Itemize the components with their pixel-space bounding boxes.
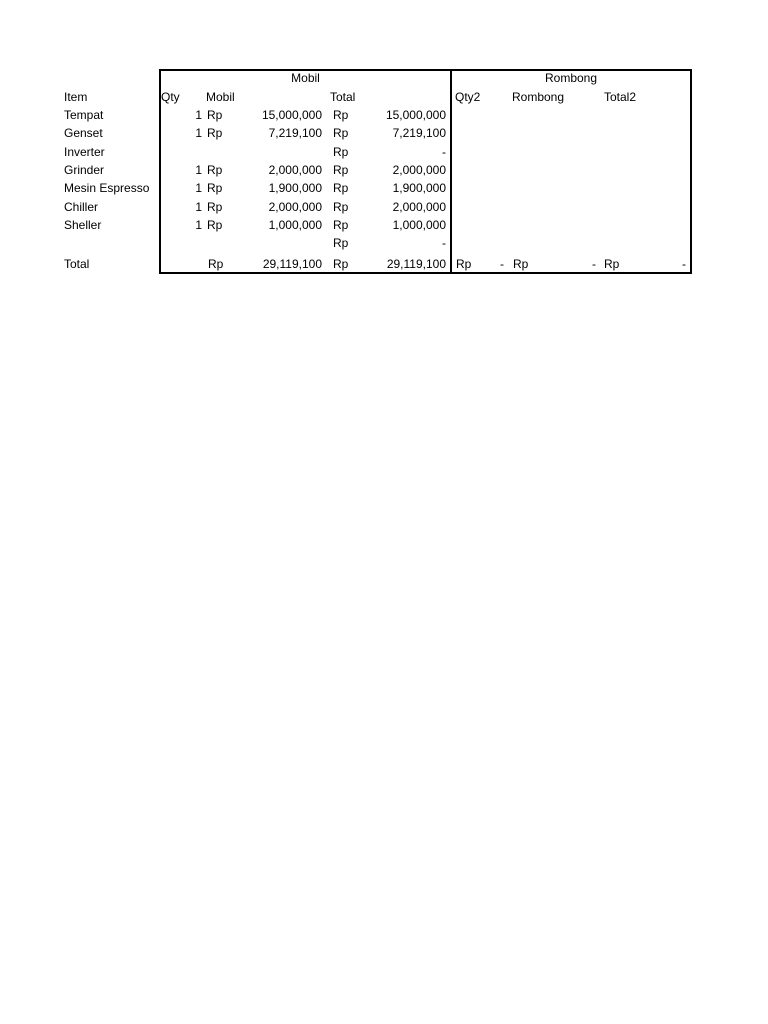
total-mobil-amount: 29,119,100 [262, 257, 322, 271]
header-total: Total [330, 90, 356, 104]
qty-cell: 1 [195, 181, 202, 195]
mobil-amount [230, 234, 322, 252]
rombong-group-border [450, 69, 692, 274]
item-cell: Grinder [64, 163, 105, 177]
qty-cell: 1 [195, 200, 202, 214]
item-cell: Mesin Espresso [64, 181, 150, 195]
header-mobil: Mobil [206, 90, 235, 104]
total-currency: Rp [333, 108, 349, 122]
qty-cell: 1 [195, 126, 202, 140]
mobil-currency: Rp [207, 218, 223, 232]
mobil-currency: Rp [207, 108, 223, 122]
mobil-amount: 1,000,000 [268, 218, 322, 232]
total-currency: Rp [333, 236, 349, 250]
header-rombong: Rombong [512, 90, 565, 104]
mobil-amount: 2,000,000 [268, 200, 322, 214]
total-qty2-currency: Rp [456, 257, 472, 271]
total-total2-currency: Rp [604, 257, 620, 271]
total-amount: 2,000,000 [392, 200, 446, 214]
mobil-currency: Rp [207, 200, 223, 214]
mobil-amount [230, 143, 322, 161]
total-total-currency: Rp [333, 257, 349, 271]
group-header-mobil: Mobil [291, 71, 320, 85]
item-cell: Inverter [64, 145, 105, 159]
total-currency: Rp [333, 163, 349, 177]
total-qty2-amount: - [500, 257, 504, 271]
total-amount: - [442, 145, 446, 159]
total-rombong-currency: Rp [513, 257, 529, 271]
item-cell: Genset [64, 126, 103, 140]
qty-cell [161, 234, 202, 252]
total-amount: 1,000,000 [392, 218, 446, 232]
mobil-currency: Rp [207, 163, 223, 177]
total-currency: Rp [333, 126, 349, 140]
qty-cell: 1 [195, 218, 202, 232]
total-total2-amount: - [682, 257, 686, 271]
total-amount: 7,219,100 [392, 126, 446, 140]
mobil-amount: 1,900,000 [268, 181, 322, 195]
mobil-amount: 15,000,000 [261, 108, 322, 122]
qty-cell [161, 143, 202, 161]
item-cell: Sheller [64, 218, 102, 232]
total-currency: Rp [333, 218, 349, 232]
total-currency: Rp [333, 145, 349, 159]
total-currency: Rp [333, 200, 349, 214]
header-qty: Qty [161, 90, 180, 104]
mobil-currency: Rp [207, 126, 223, 140]
mobil-currency: Rp [207, 181, 223, 195]
mobil-amount: 2,000,000 [268, 163, 322, 177]
total-label: Total [64, 257, 90, 271]
total-rombong-amount: - [592, 257, 596, 271]
total-amount: 2,000,000 [392, 163, 446, 177]
qty-cell: 1 [195, 108, 202, 122]
qty-cell: 1 [195, 163, 202, 177]
mobil-amount: 7,219,100 [268, 126, 322, 140]
total-amount: 1,900,000 [392, 181, 446, 195]
group-header-rombong: Rombong [544, 71, 598, 85]
item-cell: Tempat [64, 108, 104, 122]
total-currency: Rp [333, 181, 349, 195]
total-mobil-currency: Rp [208, 257, 224, 271]
header-item: Item [64, 90, 88, 104]
header-qty2: Qty2 [455, 90, 481, 104]
header-total2: Total2 [604, 90, 637, 104]
item-cell: Chiller [64, 200, 99, 214]
total-total-amount: 29,119,100 [386, 257, 446, 271]
total-amount: 15,000,000 [385, 108, 446, 122]
total-amount: - [442, 236, 446, 250]
